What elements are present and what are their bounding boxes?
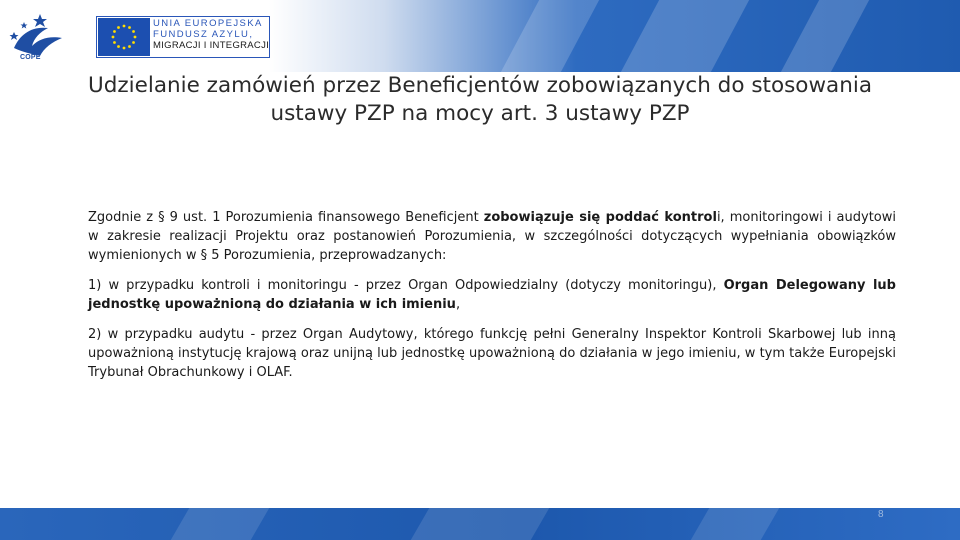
paragraph-1-bold: zobowiązuje się poddać kontrol: [483, 210, 717, 225]
star-icon: [33, 14, 47, 27]
eu-fund-text: [153, 18, 273, 51]
paragraph-2: [88, 276, 896, 314]
eu-line-3: MIGRACJI I INTEGRACJI: [153, 40, 270, 51]
eu-star-icon: [128, 26, 131, 29]
paragraph-2-bold: Organ Delegowany lub jednostkę upoważnioną do działania w ich imieniu: [88, 278, 896, 312]
slide-content: [88, 208, 896, 393]
paragraph-1-text-cont: i, monitoringowi i audytowi w zakresie realizacji Projektu oraz postanowień Porozumienia, w szczególności dotyczących wypełniania obowiązków wymienionych w § 5 Porozumienia, przeprowadzanych:: [88, 210, 897, 263]
eu-line-1: UNIA EUROPEJSKA: [153, 18, 263, 29]
eu-flag-icon: [98, 18, 150, 56]
slide-title: Udzielanie zamówień przez Beneficjentów zobowiązanych do stosowania ustawy PZP na mocy art. 3 ustawy PZP: [87, 73, 872, 126]
header-streak: [781, 0, 869, 72]
eu-star-icon: [132, 41, 135, 44]
footer-streak: [171, 508, 269, 540]
eu-star-icon: [132, 30, 135, 33]
eagle-icon: [14, 28, 62, 56]
eu-star-icon: [112, 36, 115, 39]
eu-star-icon: [128, 45, 131, 48]
paragraph-2-text: 1) w przypadku kontroli i monitoringu - przez Organ Odpowiedzialny (dotyczy monitoringu),: [88, 278, 724, 293]
footer-band: [0, 508, 960, 540]
paragraph-3: 2) w przypadku audytu - przez Organ Audytowy, którego funkcję pełni Generalny Inspektor Kontroli Skarbowej lub inną upoważnioną instytucję krajową oraz unijną lub jednostkę upoważnioną do działania w jego imieniu, w tym także Europejski Trybunał Obrachunkowy i OLAF.: [88, 327, 896, 380]
footer-streak: [411, 508, 549, 540]
star-icon: [21, 22, 28, 29]
header-streak: [621, 0, 749, 72]
eu-star-icon: [123, 47, 126, 50]
page-number: 8: [878, 509, 884, 520]
paragraph-1-text: Zgodnie z § 9 ust. 1 Porozumienia finansowego Beneficjent: [88, 210, 484, 225]
eu-star-icon: [123, 25, 126, 28]
eu-star-icon: [117, 45, 120, 48]
eu-star-icon: [113, 30, 116, 33]
cope-logo-text: COPE: [20, 54, 41, 61]
eu-star-icon: [113, 41, 116, 44]
eu-star-icon: [117, 26, 120, 29]
eu-star-icon: [134, 36, 137, 39]
star-icon: [10, 32, 19, 40]
footer-streak: [691, 508, 779, 540]
paragraph-1: [88, 208, 896, 265]
eu-line-2: FUNDUSZ AZYLU,: [153, 29, 254, 40]
paragraph-2-text-cont: ,: [455, 297, 461, 312]
header-streak: [501, 0, 599, 72]
